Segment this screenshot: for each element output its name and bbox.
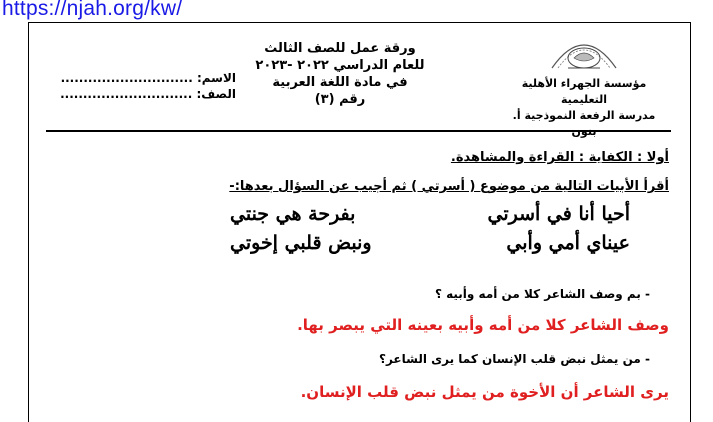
school-name: مدرسة الرفعة النموذجية أ. بنون — [512, 109, 656, 138]
verse-2-first-half: عيناي أمي وأبي — [506, 232, 630, 254]
worksheet-title-block — [240, 40, 440, 108]
subject: في مادة اللغة العربية — [272, 75, 408, 90]
header-divider — [46, 130, 671, 132]
verse-2-second-half: ونبض قلبي إخوتي — [230, 232, 372, 254]
student-info — [46, 70, 236, 102]
answer-1: وصف الشاعر كلا من أمه وأبيه بعينه التي يبصر بها. — [297, 316, 669, 334]
reading-instruction: أقرأ الأبيات التالية من موضوع ( أسرتي ) ثم أجيب عن السؤال بعدها:- — [229, 179, 669, 194]
class-field[interactable]: الصف: ............................. — [60, 87, 236, 101]
worksheet-number: رقم (٣) — [314, 92, 366, 107]
poem-line-2 — [230, 232, 630, 261]
question-1: - بم وصف الشاعر كلا من أمه وأبيه ؟ — [434, 287, 650, 301]
school-header — [499, 28, 669, 140]
worksheet-title: ورقة عمل للصف الثالث — [264, 41, 416, 56]
org-name: مؤسسة الجهراء الأهلية التعليمية — [521, 77, 647, 106]
answer-2: يرى الشاعر أن الأخوة من يمثل نبض قلب الإنسان. — [300, 383, 669, 401]
poem-verses — [230, 203, 630, 265]
poem-line-1 — [230, 203, 630, 232]
academic-year: للعام الدراسي ٢٠٢٢ -٢٠٢٣ — [255, 58, 425, 73]
source-url[interactable]: https://njah.org/kw/ — [2, 0, 183, 20]
verse-1-second-half: بفرحة هي جنتي — [230, 203, 356, 225]
name-field[interactable]: الاسم: ............................. — [60, 71, 236, 85]
verse-1-first-half: أحيا أنا في أسرتي — [487, 203, 630, 225]
question-2: - من يمثل نبض قلب الإنسان كما يرى الشاعر؟ — [379, 352, 650, 366]
section-title: أولا : الكفاية : القراءة والمشاهدة. — [450, 150, 669, 165]
school-seal-icon — [544, 28, 624, 72]
